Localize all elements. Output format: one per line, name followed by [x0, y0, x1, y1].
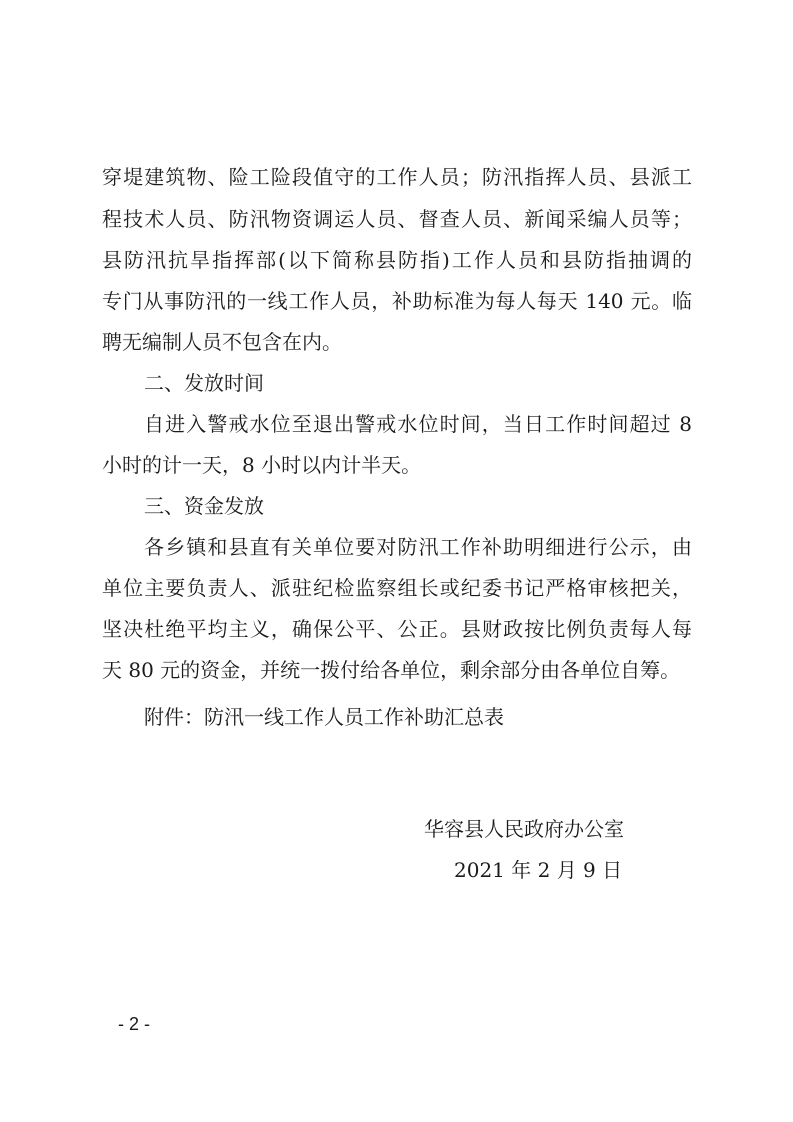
body-line: 程技术人员、防汛物资调运人员、督查人员、新闻采编人员等；: [102, 207, 692, 231]
body-line: 穿堤建筑物、险工险段值守的工作人员；防汛指挥人员、县派工: [102, 165, 692, 189]
attachment-note: 附件：防汛一线工作人员工作补助汇总表: [144, 705, 504, 729]
body-line: 天 80 元的资金，并统一拨付给各单位，剩余部分由各单位自筹。: [102, 658, 681, 682]
issuing-office: 华容县人民政府办公室: [424, 817, 624, 841]
body-line: 县防汛抗旱指挥部(以下简称县防指)工作人员和县防指抽调的: [102, 248, 692, 272]
body-line: 坚决杜绝平均主义，确保公平、公正。县财政按比例负责每人每: [102, 617, 692, 641]
body-line: 聘无编制人员不包含在内。: [102, 330, 342, 354]
body-line: 小时的计一天，8 小时以内计半天。: [102, 453, 422, 477]
issue-date: 2021 年 2 月 9 日: [454, 858, 623, 882]
body-line: 单位主要负责人、派驻纪检监察组长或纪委书记严格审核把关，: [102, 576, 692, 600]
page-number: - 2 -: [118, 1014, 151, 1034]
section-heading: 二、发放时间: [144, 371, 264, 395]
body-line: 自进入警戒水位至退出警戒水位时间，当日工作时间超过 8: [144, 412, 692, 436]
body-line: 各乡镇和县直有关单位要对防汛工作补助明细进行公示，由: [144, 535, 692, 559]
section-heading: 三、资金发放: [144, 494, 264, 518]
body-line: 专门从事防汛的一线工作人员，补助标准为每人每天 140 元。临: [102, 289, 692, 313]
